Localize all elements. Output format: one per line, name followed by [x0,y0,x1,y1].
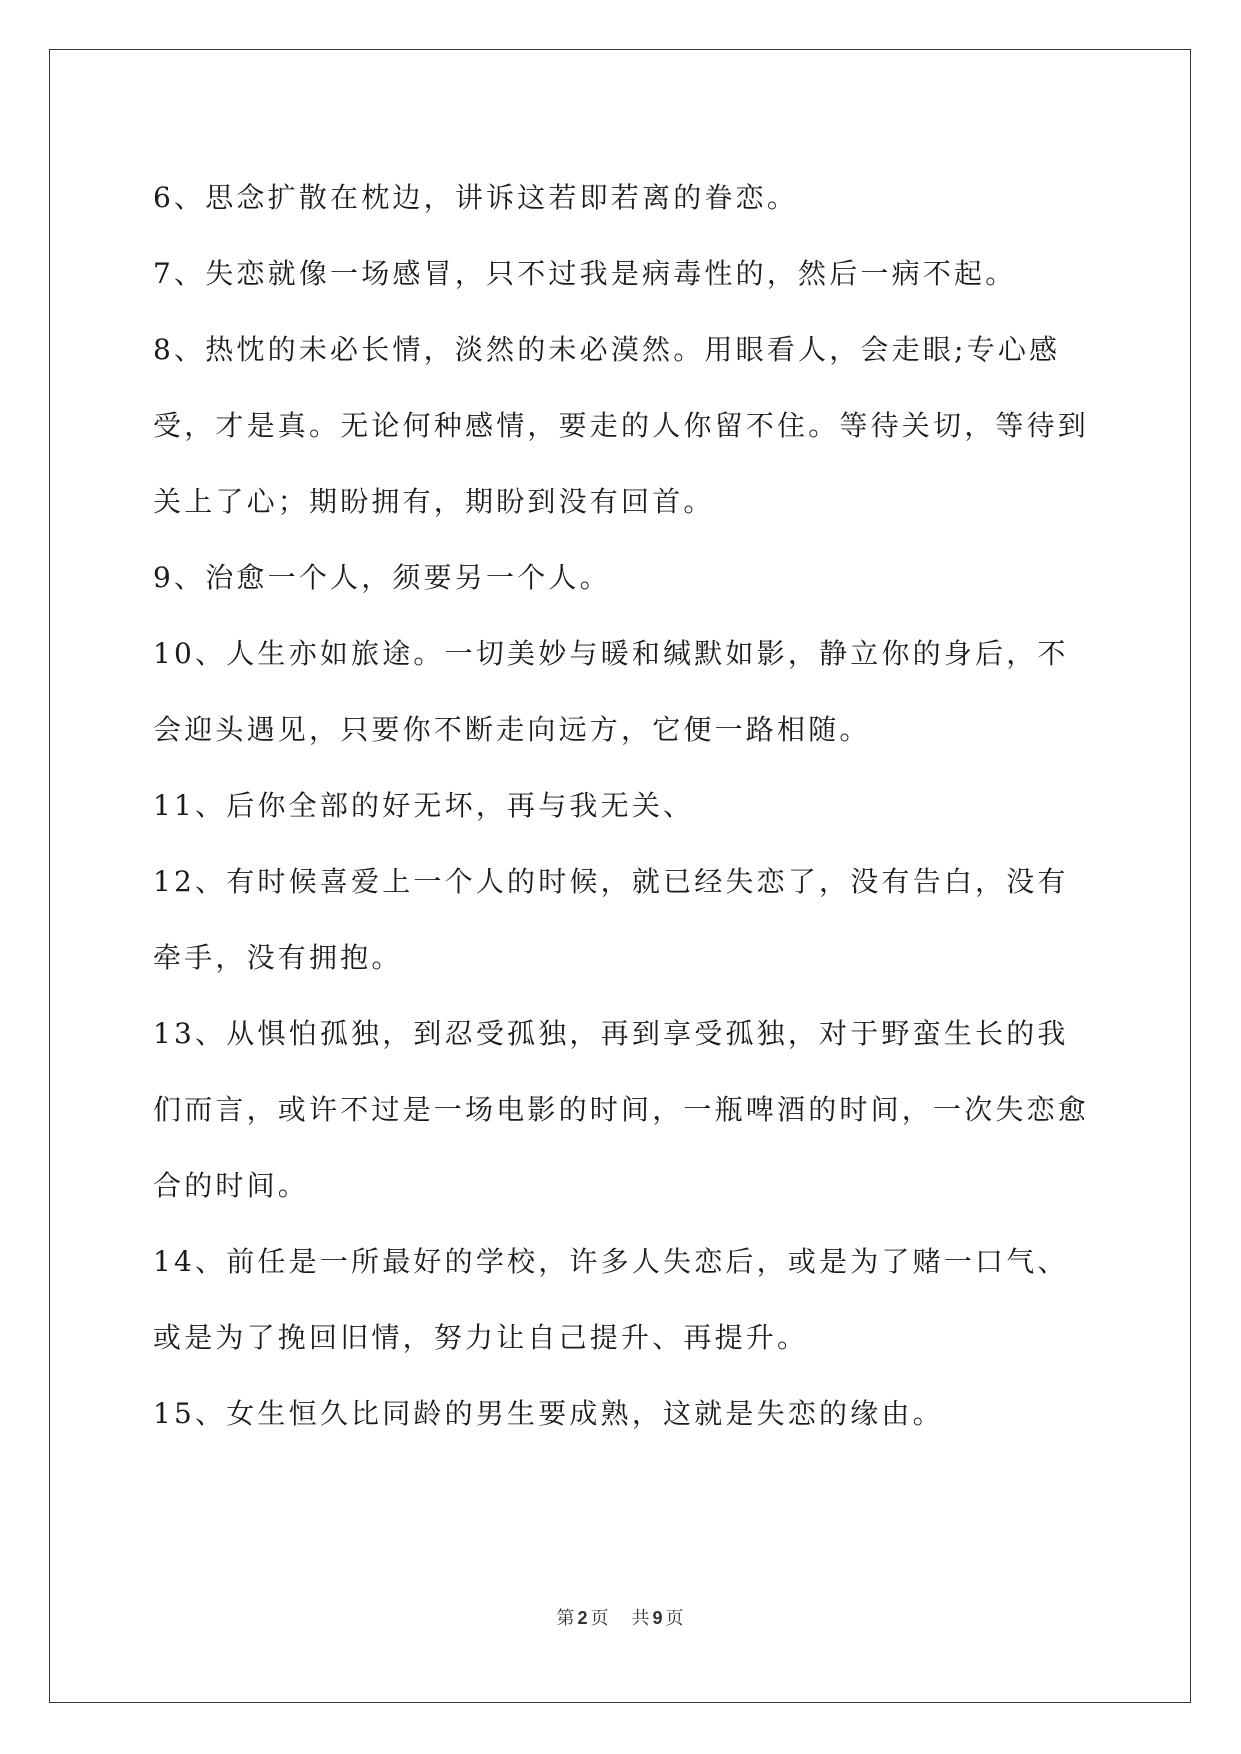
page-footer [0,1604,1241,1630]
paragraph-12: 12、有时候喜爱上一个人的时候，就已经失恋了，没有告白，没有牵手，没有拥抱。 [153,865,1069,974]
paragraph-15: 15、女生恒久比同龄的男生要成熟，这就是失恋的缘由。 [153,1397,944,1430]
document-body [153,160,1093,1452]
paragraph-8: 8、热忱的未必长情，淡然的未必漠然。用眼看人，会走眼;专心感受，才是真。无论何种感情，要走的人你留不住。等待关切，等待到关上了心；期盼拥有，期盼到没有回首。 [153,333,1090,518]
paragraph-10: 10、人生亦如旅途。一切美妙与暖和缄默如影，静立你的身后，不会迎头遇见，只要你不断走向远方，它便一路相随。 [153,637,1069,746]
paragraph-7: 7、失恋就像一场感冒，只不过我是病毒性的，然后一病不起。 [153,257,1017,290]
current-page-number: 2 [577,1608,589,1628]
paragraph-13: 13、从惧怕孤独，到忍受孤独，再到享受孤独，对于野蛮生长的我们而言，或许不过是一场电影的时间，一瓶啤酒的时间，一次失恋愈合的时间。 [153,1017,1090,1202]
paragraph-6: 6、思念扩散在枕边，讲诉这若即若离的眷恋。 [153,181,799,214]
paragraph-11: 11、后你全部的好无坏，再与我无关、 [153,789,695,822]
paragraph-9: 9、治愈一个人，须要另一个人。 [153,561,611,594]
total-page-count: 9 [652,1608,664,1628]
total-suffix: 页 [665,1608,685,1629]
page-prefix: 第 [556,1608,576,1629]
total-prefix: 共 [631,1608,651,1629]
paragraph-14: 14、前任是一所最好的学校，许多人失恋后，或是为了赌一口气、或是为了挽回旧情，努力让自己提升、再提升。 [153,1245,1069,1354]
page-suffix: 页 [590,1608,610,1629]
